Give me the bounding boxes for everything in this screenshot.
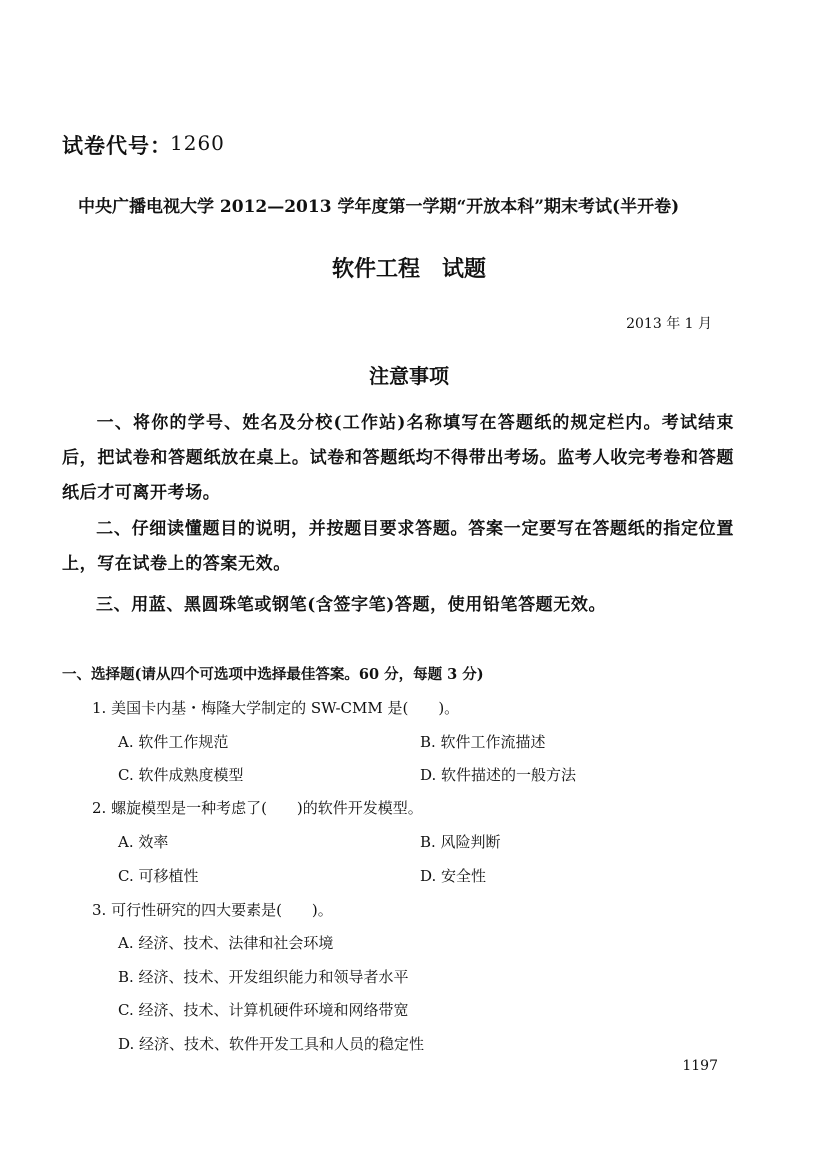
notice-item-3-text: 三、用蓝、黑圆珠笔或钢笔(含签字笔)答题，使用铅笔答题无效。 [96,595,607,615]
question-option: C. 可移植性 [118,867,199,885]
exam-code-label: 试卷代号： [62,133,172,158]
exam-title: 软件工程 试题 [331,256,486,282]
question-option: C. 经济、技术、计算机硬件环境和网络带宽 [118,1001,409,1019]
question-option: A. 软件工作规范 [118,733,229,751]
notice-item-2-text: 二、仔细读懂题目的说明，并按题目要求答题。答案一定要写在答题纸的指定位置上，写在试卷上的答案无效。 [62,519,734,574]
question-option: D. 安全性 [420,867,487,885]
notice-item-2 [62,512,734,582]
notice-item-3 [62,588,734,623]
question-option: D. 软件描述的一般方法 [420,766,577,784]
exam-date: 2013 年 1 月 [626,316,712,332]
question-option: B. 风险判断 [420,833,501,851]
exam-code: 1260 [170,131,225,155]
question-option: A. 经济、技术、法律和社会环境 [118,934,334,952]
question-option: D. 经济、技术、软件开发工具和人员的稳定性 [118,1035,425,1053]
section-heading: 一、选择题(请从四个可选项中选择最佳答案。60 分，每题 3 分) [62,666,484,683]
question-option: B. 软件工作流描述 [420,733,546,751]
question-stem: 3. 可行性研究的四大要素是( )。 [92,901,333,919]
question-option: A. 效率 [118,833,169,851]
notice-heading: 注意事项 [369,364,449,388]
question-stem: 1. 美国卡内基・梅隆大学制定的 SW-CMM 是( )。 [92,699,460,717]
notice-item-1-text: 一、将你的学号、姓名及分校(工作站)名称填写在答题纸的规定栏内。考试结束后，把试卷和答题纸放在桌上。试卷和答题纸均不得带出考场。监考人收完考卷和答题纸后才可离开考场。 [62,413,734,503]
question-option: B. 经济、技术、开发组织能力和领导者水平 [118,968,409,986]
question-option: C. 软件成熟度模型 [118,766,244,784]
notice-item-1 [62,406,734,511]
page-number: 1197 [682,1058,718,1074]
question-stem: 2. 螺旋模型是一种考虑了( )的软件开发模型。 [92,799,423,817]
exam-header: 中央广播电视大学 2012—2013 学年度第一学期“开放本科”期末考试(半开卷) [78,197,680,217]
